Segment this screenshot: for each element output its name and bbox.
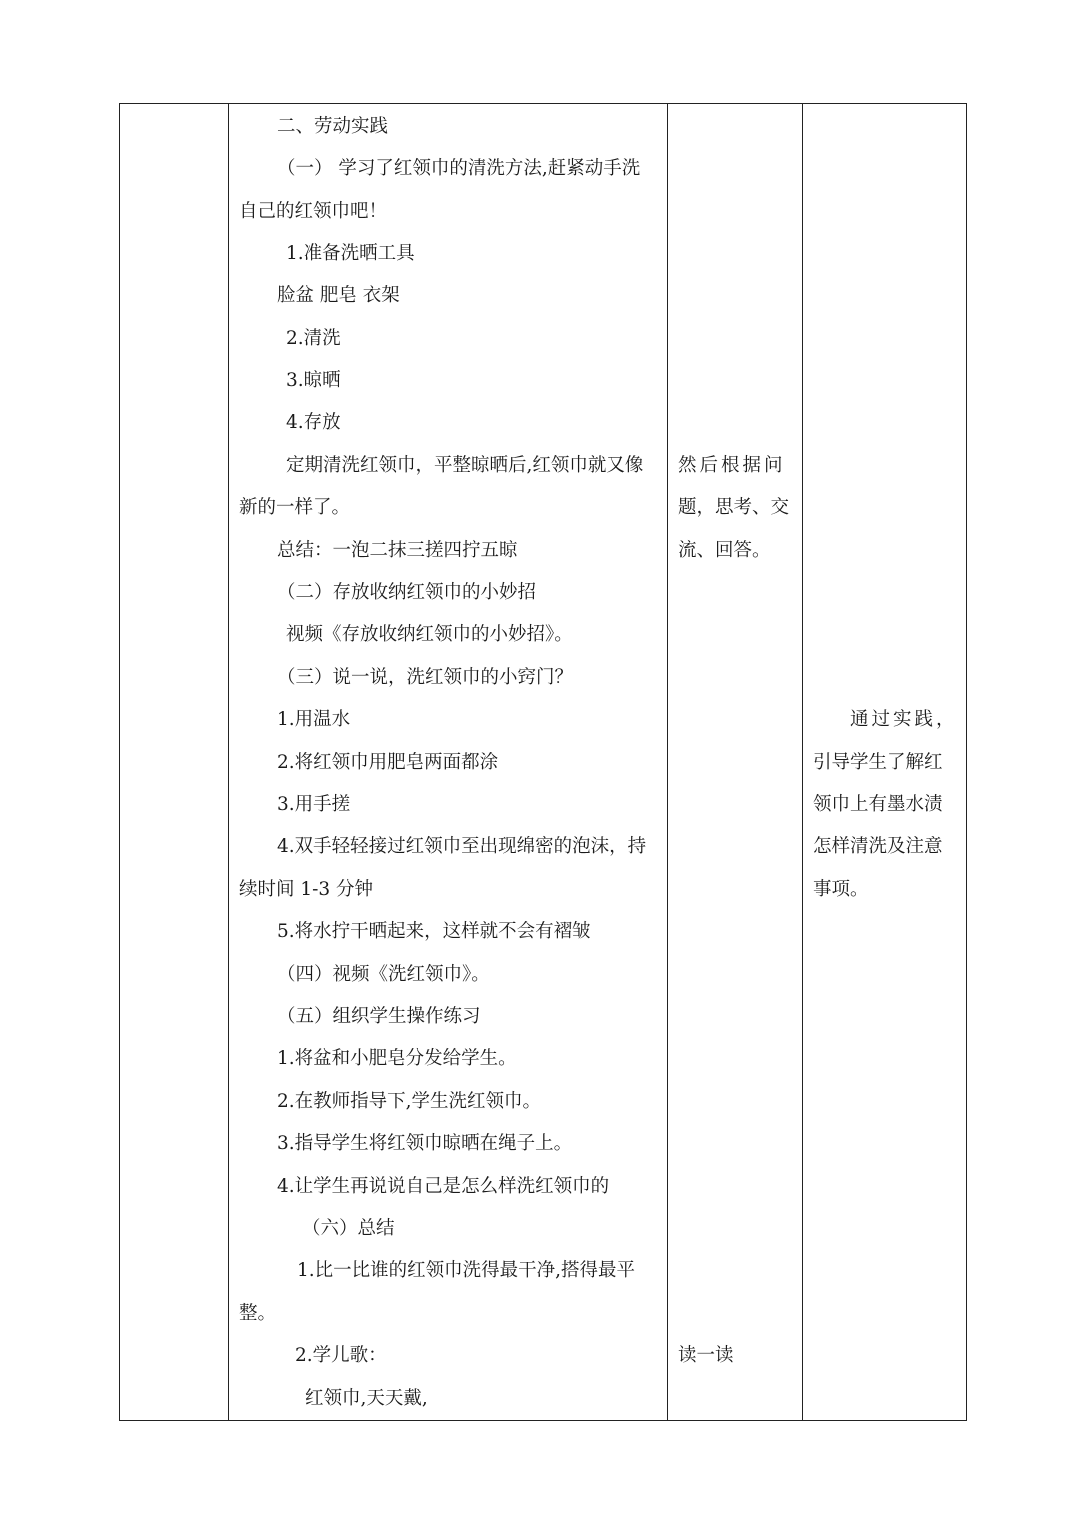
content-line: 二、劳动实践 [277,116,389,137]
content-line: 脸盆 肥皂 衣架 [277,285,400,306]
content-line: 新的一样了。 [239,497,351,518]
content-line: 1.准备洗晒工具 [286,243,415,264]
activity-line: 题，思考、交 [678,497,790,518]
intent-line: 通过实践， [850,709,958,730]
content-line: 2.学儿歌： [295,1345,387,1366]
content-line: 5.将水拧干晒起来，这样就不会有褶皱 [277,921,591,942]
content-line: 1.用温水 [277,709,351,730]
content-line: 4.双手轻轻接过红领巾至出现绵密的泡沫，持 [277,836,647,857]
teaching-content-cell [229,104,668,1421]
content-line: 3.晾晒 [286,370,341,391]
activity-line: 然后根据问 [678,455,786,476]
content-line: 1.比一比谁的红领巾洗得最干净,搭得最平 [297,1260,636,1281]
content-line: 4.让学生再说说自己是怎么样洗红领巾的 [277,1176,610,1197]
intent-line: 事项。 [813,879,869,900]
intent-line: 怎样清洗及注意 [813,836,943,857]
intent-line: 引导学生了解红 [813,752,943,773]
content-line: 4.存放 [286,412,341,433]
content-line: 2.清洗 [286,328,341,349]
student-activity-cell [668,104,803,1421]
content-line: （二）存放收纳红领巾的小妙招 [277,582,537,603]
content-line: 整。 [239,1303,277,1324]
content-line: 2.将红领巾用肥皂两面都涂 [277,752,499,773]
lesson-plan-table [119,103,967,1421]
content-line: 续时间 1-3 分钟 [239,879,374,900]
content-line: 2.在教师指导下,学生洗红领巾。 [277,1091,542,1112]
content-line: 总结：一泡二抹三搓四拧五晾 [277,540,518,561]
content-line: 视频《存放收纳红领巾的小妙招》。 [286,624,573,645]
intent-line: 领巾上有墨水渍 [813,794,943,815]
content-line: 3.指导学生将红领巾晾晒在绳子上。 [277,1133,573,1154]
content-line: （三）说一说，洗红领巾的小窍门？ [277,667,574,688]
content-line: （四）视频《洗红领巾》。 [277,964,490,985]
design-intent-cell [803,104,967,1421]
activity-line: 读一读 [678,1345,734,1366]
content-line: 1.将盆和小肥皂分发给学生。 [277,1048,517,1069]
table-row [120,104,967,1421]
content-line: 红领巾,天天戴, [305,1388,428,1409]
content-line: （六）总结 [302,1218,395,1239]
content-line: 自己的红领巾吧！ [239,201,388,222]
activity-line: 流、回答。 [678,540,771,561]
content-line: 定期清洗红领巾，平整晾晒后,红领巾就又像 [286,455,644,476]
empty-cell [120,104,229,1421]
content-line: （一） 学习了红领巾的清洗方法,赶紧动手洗 [277,158,641,179]
content-line: 3.用手搓 [277,794,351,815]
content-line: （五）组织学生操作练习 [277,1006,481,1027]
